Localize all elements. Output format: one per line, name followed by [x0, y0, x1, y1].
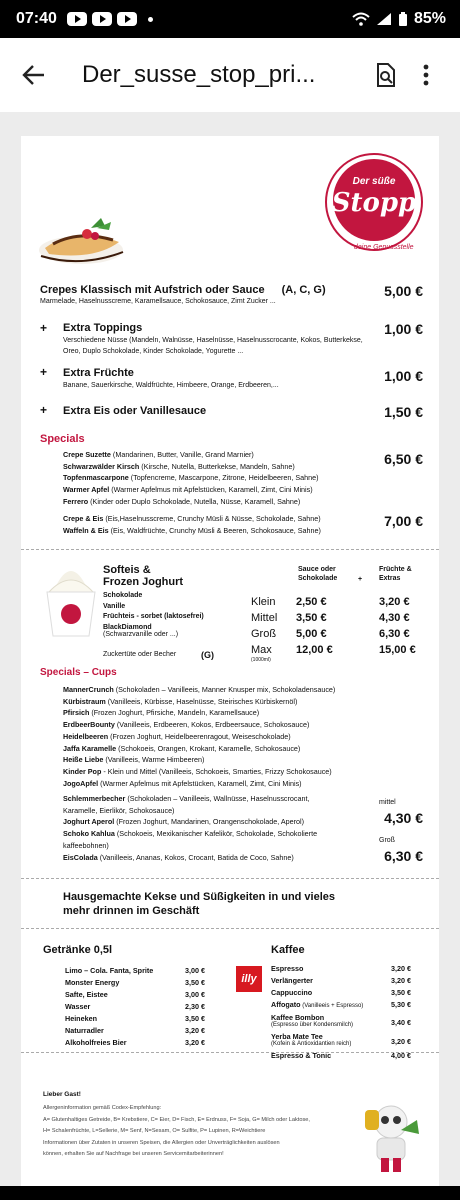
item-name: Kinder Pop	[63, 766, 102, 776]
item-name: Heidelbeeren	[63, 731, 109, 741]
item-desc: (Topfencreme, Mascarpone, Zitrone, Heidelbeeren, Sahne)	[128, 473, 319, 483]
footer-line: Informationen über Zutaten in unseren Speisen, die Allergien oder Unverträglichkeiten auslösen	[43, 1139, 280, 1146]
softeis-plus: +	[358, 576, 363, 583]
item-name: Heiße Liebe	[63, 755, 104, 765]
list-item	[63, 461, 319, 473]
item-name: Schlemmerbecher	[63, 794, 126, 803]
coffee-list	[271, 964, 411, 1063]
price-sauce: 3,50 €	[296, 612, 327, 624]
item-name: EisColada	[63, 852, 98, 862]
logo-line1: Der süße	[352, 176, 396, 187]
pdf-page	[21, 136, 439, 1186]
max-note: (1000ml)	[251, 657, 271, 663]
item-desc: (Schokoladen – Vanilleeis, Wallnüsse, Haselnusscrocant,	[125, 794, 310, 803]
coffee-price: 3,20 €	[391, 964, 411, 973]
plus-icon: +	[40, 321, 48, 335]
coffee-name: Affogato	[271, 1000, 301, 1009]
drink-name: Safte, Eistee	[65, 989, 108, 999]
drink-name: Naturradler	[65, 1025, 104, 1035]
wifi-icon	[352, 12, 370, 26]
list-item	[63, 731, 335, 743]
drinks-table	[65, 964, 205, 1048]
list-item	[63, 805, 317, 817]
drink-price: 3,20 €	[185, 1037, 205, 1047]
cups-list	[63, 684, 335, 789]
footer-line: A= Glutenhaltiges Getreide, B= Krebstiere, C= Eier, D= Fisch, E= Erdnuss, F= Soja, G= Milch oder Laktose,	[43, 1116, 310, 1123]
list-item	[63, 513, 321, 525]
item-desc: (Schokoeis, Mexikanischer Kafelikör, Schokolade, Schokolierte	[114, 829, 318, 839]
item-name: Schwarzwälder Kirsch	[63, 461, 140, 471]
search-document-icon	[374, 62, 398, 88]
coffee-row	[271, 988, 411, 1000]
price-row	[251, 628, 431, 644]
price-row	[251, 612, 431, 628]
coffee-price: 3,50 €	[391, 988, 411, 997]
softeis-cone: Zuckertüte oder Becher	[103, 651, 177, 658]
item-desc: (Frozen Joghurt, Pfirsiche, Mandeln, Karamellsauce)	[89, 708, 260, 718]
item-name: JogoApfel	[63, 778, 99, 788]
drink-price: 3,00 €	[185, 965, 205, 975]
item-name: Crepe Suzette	[63, 450, 111, 459]
table-row	[65, 964, 205, 976]
specials-list-2	[63, 513, 321, 536]
table-row	[65, 988, 205, 1000]
coffee-name: Verlängerter	[271, 976, 313, 985]
table-row	[65, 1000, 205, 1012]
list-item	[63, 816, 317, 828]
item-desc: (Vanilleeis, Kürbisse, Haselnüsse, Steirisches Kürbiskernöl)	[105, 696, 298, 706]
crepes-price: 5,00 €	[384, 283, 423, 299]
drink-name: Wasser	[65, 1001, 91, 1011]
item-desc: - Klein und Mittel (Vanilleeis, Schokoeis, Smarties, Frizzy Schokosauce)	[101, 766, 332, 776]
coffee-note: (Vanilleeis + Espresso)	[300, 1003, 364, 1009]
size: Groß	[251, 628, 277, 640]
price-extras: 15,00 €	[379, 644, 416, 656]
extra-toppings-price: 1,00 €	[384, 321, 423, 337]
list-item	[63, 484, 319, 496]
softeis-col1: Sauce oder Schokolade	[298, 566, 338, 582]
list-item	[63, 684, 335, 696]
footer-line: H= Schalenfrüchte, L=Sellerie, M= Senf, N=Sesam, O= Sulfite, P= Lupinen, R=Weichtiere	[43, 1128, 266, 1134]
drink-price: 3,20 €	[185, 1025, 205, 1035]
coffee-note: (Kofein & Antioxidantien reich)	[271, 1041, 352, 1047]
drink-price: 3,50 €	[185, 977, 205, 987]
plus-icon: +	[40, 403, 48, 417]
extra-ice-title: Extra Eis oder Vanillesauce	[63, 405, 207, 417]
footer-line: können, erhalten Sie auf Nachfrage bei unseren Servicemitarbeiterinnen!	[43, 1151, 224, 1157]
list-item	[63, 828, 317, 840]
item-name: Waffeln & Eis	[63, 525, 109, 535]
size: Mittel	[251, 612, 278, 624]
app-bar	[0, 38, 460, 112]
flavor: Früchteis - sorbet (laktosefrei)	[103, 613, 204, 620]
divider	[21, 928, 439, 929]
item-desc: (Mandarinen, Butter, Vanille, Grand Marnier)	[110, 450, 254, 459]
list-item	[63, 449, 319, 461]
item-desc: (Kinder oder Duplo Schokolade, Nutella, Nüsse, Karamell, Sahne)	[88, 496, 301, 506]
coffee-price: 3,40 €	[391, 1018, 411, 1027]
item-desc: (Vanilleeis, Ananas, Kokos, Crocant, Batida de Coco, Sahne)	[97, 852, 294, 862]
crepes-desc: Marmelade, Haselnusscreme, Karamellsauce, Schokosauce, Zimt Zucker ...	[40, 298, 276, 305]
list-item	[63, 719, 335, 731]
extra-ice-price: 1,50 €	[384, 404, 423, 420]
coffee-row	[271, 1000, 411, 1013]
signal-icon	[376, 12, 392, 26]
arrow-back-icon	[22, 64, 46, 86]
cups-mittel-label: mittel	[379, 799, 396, 806]
coffee-row	[271, 964, 411, 976]
status-bar	[0, 0, 460, 38]
item-desc: (Frozen Joghurt, Mandarinen, Orangenschokolade, Aperol)	[114, 817, 305, 827]
list-item	[63, 840, 317, 852]
specials-list-1	[63, 449, 319, 508]
size: Klein	[251, 596, 276, 608]
drink-price: 3,00 €	[185, 989, 205, 999]
drink-name: Limo – Cola. Fanta, Sprite	[65, 965, 154, 975]
specials1-price: 6,50 €	[384, 451, 423, 467]
extra-fruits-title: Extra Früchte	[63, 367, 134, 379]
drink-name: Monster Energy	[65, 977, 120, 987]
drink-name: Alkoholfreies Bier	[65, 1037, 127, 1047]
item-desc: (Eis, Waldfrüchte, Crunchy Müsli & Beeren, Schokosauce, Sahne)	[108, 525, 321, 535]
item-name: Warmer Apfel	[63, 485, 110, 495]
item-desc: Karamelle, Eierlikör, Schokosauce)	[63, 805, 175, 815]
notification-dot-icon	[148, 17, 153, 22]
item-desc: (Kirsche, Nutella, Butterkekse, Mandeln, Sahne)	[139, 461, 295, 471]
softeis-cup-image	[41, 558, 101, 638]
softeis-title-1: Softeis &	[103, 564, 151, 576]
youtube-icon	[92, 12, 112, 26]
item-name: Pfirsich	[63, 708, 90, 718]
coffee-row	[271, 976, 411, 988]
list-item	[63, 472, 319, 484]
coffee-name: Espresso	[271, 964, 304, 973]
softeis-cone-allergen: (G)	[201, 650, 214, 660]
battery-icon	[398, 12, 408, 27]
item-desc: (Frozen Joghurt, Heidelbeerenragout, Weiseschokolade)	[108, 731, 291, 741]
coffee-title: Kaffee	[271, 944, 305, 956]
item-desc: kaffeebohnen)	[63, 840, 109, 850]
search-document-button[interactable]	[366, 55, 406, 95]
coffee-name: Espresso & Tonic	[271, 1051, 332, 1060]
footer-line: Allergeninformation gemäß Codex-Empfehlung:	[43, 1105, 162, 1111]
item-name: Topfenmascarpone	[63, 473, 129, 483]
list-item	[63, 793, 317, 805]
illy-logo: illy	[236, 966, 262, 992]
battery-percent: 85%	[413, 10, 446, 27]
list-item	[63, 754, 335, 766]
size: Max	[251, 644, 272, 656]
table-row	[65, 1024, 205, 1036]
specials2-price: 7,00 €	[384, 513, 423, 529]
list-item	[63, 766, 335, 778]
crepes-title	[40, 284, 326, 296]
item-name: Schoko Kahlua	[63, 829, 115, 839]
document-title: Der_susse_stop_pri...	[82, 61, 316, 88]
price-sauce: 5,00 €	[296, 628, 327, 640]
item-name: Joghurt Aperol	[63, 817, 115, 827]
crepes-allergens: (A, C, G)	[281, 284, 326, 296]
price-sauce: 2,50 €	[296, 596, 327, 608]
list-item	[63, 852, 317, 864]
logo-line2: Stopp	[331, 188, 417, 218]
coffee-name: Cappuccino	[271, 988, 313, 997]
price-sauce: 12,00 €	[296, 644, 333, 656]
list-item	[63, 525, 321, 537]
item-name: Crepe & Eis	[63, 514, 104, 523]
coffee-name: Kaffee Bombon	[271, 1013, 325, 1022]
item-name: Jaffa Karamelle	[63, 743, 117, 753]
item-desc: (Schokoeis, Orangen, Krokant, Karamelle, Schokosauce)	[116, 743, 301, 753]
list-item	[63, 707, 335, 719]
more-options-button[interactable]	[406, 55, 446, 95]
cups-title: Specials – Cups	[40, 667, 117, 678]
item-desc: (Vanilleeis, Warme Himbeeren)	[103, 755, 205, 765]
coffee-row	[271, 1032, 411, 1051]
extra-toppings-desc: Verschiedene Nüsse (Mandeln, Walnüsse, Haselnüsse, Haselnusscrocante, Kokos, Butterkekse, Oreo, Duplo Schokolade, Kinder Schokolade, Yogurette ...	[63, 337, 363, 355]
extra-fruits-desc: Banane, Sauerkirsche, Waldfrüchte, Himbeere, Orange, Erdbeeren,...	[63, 382, 279, 389]
more-vert-icon	[423, 64, 429, 86]
coffee-price: 3,20 €	[391, 976, 411, 985]
cups-gross-label: Groß	[379, 837, 395, 844]
plus-icon: +	[40, 365, 48, 379]
softeis-col2: Früchte & Extras	[379, 566, 412, 582]
softeis-title-2: Frozen Joghurt	[103, 576, 184, 588]
price-row	[251, 596, 431, 612]
list-item	[63, 778, 335, 790]
cups-list-2	[63, 793, 317, 863]
softeis-prices	[251, 596, 431, 663]
navigation-bar	[0, 1186, 460, 1200]
youtube-icon	[67, 12, 87, 26]
mascot-image	[361, 1100, 421, 1174]
coffee-name: Yerba Mate Tee	[271, 1032, 323, 1041]
item-desc: (Schokoladen – Vanilleeis, Manner Knusper mix, Schokoladensauce)	[113, 685, 336, 694]
coffee-note: (Espresso über Kondensmilch)	[271, 1022, 354, 1028]
cups-mittel-price: 4,30 €	[384, 810, 423, 826]
drinks-title: Getränke 0,5l	[43, 944, 113, 956]
softeis-flavors	[103, 591, 204, 641]
coffee-price: 4,00 €	[391, 1051, 411, 1060]
item-desc: (Eis,Haselnusscreme, Crunchy Müsli & Nüsse, Schokolade, Sahne)	[103, 514, 321, 523]
divider	[21, 1052, 439, 1053]
coffee-price: 5,30 €	[391, 1000, 411, 1009]
drink-price: 3,50 €	[185, 1013, 205, 1023]
flavor-note: (Schwarzvanille oder ...)	[103, 631, 179, 638]
youtube-icon	[117, 12, 137, 26]
price-row	[251, 644, 431, 663]
item-desc: (Warmer Apfelmus mit Apfelstücken, Karamell, Zimt, Cini Minis)	[98, 778, 302, 788]
item-name: ErdbeerBounty	[63, 720, 115, 730]
item-name: MannerCrunch	[63, 685, 114, 694]
specials-title: Specials	[40, 433, 85, 445]
item-name: Ferrero	[63, 496, 89, 506]
softeis-title	[103, 564, 183, 588]
list-item	[63, 496, 319, 508]
coffee-row	[271, 1013, 411, 1032]
logo-der-susse-stopp	[324, 152, 424, 252]
divider	[21, 878, 439, 879]
flavor: Vanille	[103, 602, 126, 610]
footer-greeting: Lieber Gast!	[43, 1091, 81, 1098]
price-extras: 3,20 €	[379, 596, 410, 608]
back-button[interactable]	[14, 55, 54, 95]
extra-fruits-price: 1,00 €	[384, 368, 423, 384]
flavor: BlackDiamond	[103, 623, 152, 631]
drink-name: Heineken	[65, 1013, 97, 1023]
coffee-price: 3,20 €	[391, 1037, 411, 1046]
price-extras: 6,30 €	[379, 628, 410, 640]
table-row	[65, 976, 205, 988]
list-item	[63, 696, 335, 708]
crepe-image	[35, 208, 127, 270]
logo-tagline: deine Genussstelle	[354, 244, 414, 251]
cups-gross-price: 6,30 €	[384, 848, 423, 864]
table-row	[65, 1036, 205, 1048]
crepes-title-text: Crepes Klassisch mit Aufstrich oder Sauce	[40, 284, 265, 296]
drink-price: 2,30 €	[185, 1001, 205, 1011]
divider	[21, 549, 439, 550]
clock: 07:40	[16, 10, 57, 27]
allergen-info	[43, 1103, 363, 1161]
flavor: Schokolade	[103, 592, 143, 599]
item-desc: (Warmer Apfelmus mit Apfelstücken, Karamell, Zimt, Cini Minis)	[109, 485, 313, 495]
item-desc: (Vanilleeis, Erdbeeren, Kokos, Erdbeersauce, Schokosauce)	[114, 720, 310, 730]
extra-toppings-title: Extra Toppings	[63, 322, 143, 334]
table-row	[65, 1012, 205, 1024]
item-name: Kürbistraum	[63, 696, 106, 706]
price-extras: 4,30 €	[379, 612, 410, 624]
homemade-note: Hausgemachte Kekse und Süßigkeiten in und vieles mehr drinnen im Geschäft	[63, 891, 336, 917]
list-item	[63, 743, 335, 755]
